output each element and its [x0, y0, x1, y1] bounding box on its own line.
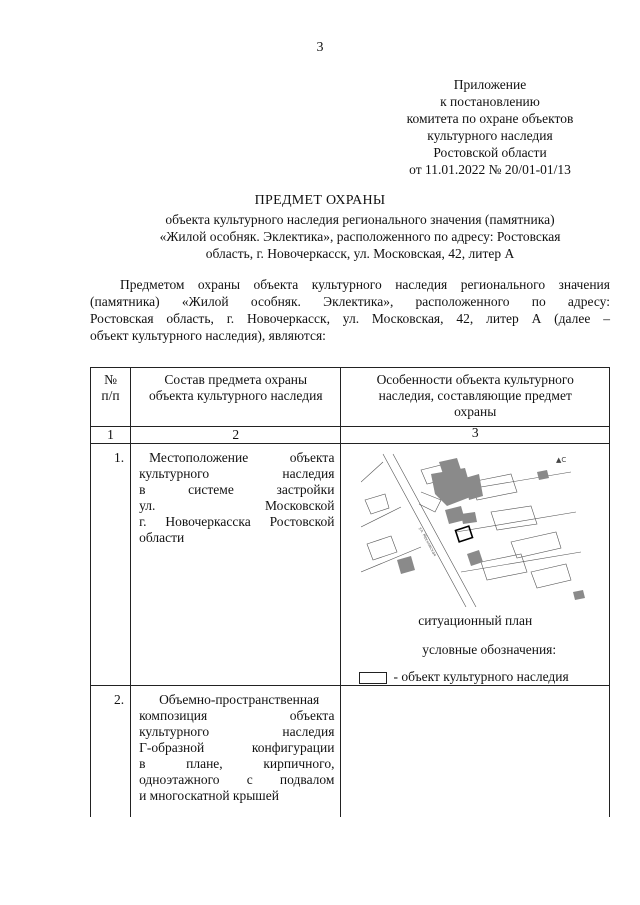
row-number: 1. — [91, 444, 131, 686]
header-text: наследия, составляющие предмет — [378, 388, 572, 403]
appendix-line: культурного наследия — [427, 128, 553, 143]
appendix-line: комитета по охране объектов — [406, 111, 574, 126]
document-subtitle — [110, 211, 610, 262]
row-description — [131, 444, 341, 686]
intro-line: объект культурного наследия), являются: — [90, 328, 326, 343]
appendix-line: Ростовской области — [433, 145, 547, 160]
situation-plan-map — [341, 444, 609, 644]
description-line: г. Новочеркасска Ростовской — [139, 514, 335, 529]
row-features — [341, 686, 610, 818]
document-title: ПРЕДМЕТ ОХРАНЫ — [254, 193, 386, 208]
map-caption: ситуационный план — [418, 613, 533, 628]
north-arrow-icon: ▲С — [556, 456, 567, 464]
header-cell-number — [91, 368, 131, 427]
intro-line: Ростовская область, г. Новочеркасск, ул. Московская, 42, литер А (далее – — [90, 311, 610, 326]
column-number: 1 — [91, 427, 131, 444]
header-cell-composition — [131, 368, 341, 427]
table-row — [91, 686, 610, 818]
header-text: охраны — [454, 404, 497, 419]
description-line: композиция объекта — [139, 708, 335, 723]
description-line: одноэтажного с подвалом — [139, 772, 335, 787]
intro-line: (памятника) «Жилой особняк. Эклектика», расположенного по адресу: — [90, 294, 610, 309]
appendix-line: к постановлению — [440, 94, 540, 109]
subtitle-line: область, г. Новочеркасск, ул. Московская, 42, литер А — [205, 246, 515, 261]
page-number: 3 — [316, 40, 324, 55]
table-header-row — [91, 368, 610, 427]
header-text: п/п — [101, 388, 120, 403]
protection-table — [90, 367, 610, 817]
subtitle-line: «Жилой особняк. Эклектика», расположенного по адресу: Ростовская — [159, 229, 561, 244]
row-features — [341, 444, 610, 686]
header-text: Особенности объекта культурного — [376, 372, 574, 387]
legend-item: - объект культурного наследия — [393, 669, 569, 684]
intro-line: Предметом охраны объекта культурного наследия регионального значения — [120, 277, 610, 292]
description-line: Г-образной конфигурации — [139, 740, 335, 755]
row-description — [131, 686, 341, 818]
heritage-object-marker — [456, 526, 473, 542]
header-text: Состав предмета охраны — [164, 372, 308, 387]
table-row — [91, 444, 610, 686]
header-text: № — [104, 372, 117, 387]
legend-box-icon — [359, 672, 387, 684]
subtitle-line: объекта культурного наследия регионального значения (памятника) — [165, 212, 555, 227]
appendix-line: от 11.01.2022 № 20/01-01/13 — [409, 162, 571, 177]
header-text: объекта культурного наследия — [148, 388, 323, 403]
map-drawing — [361, 452, 591, 607]
description-line: Местоположение объекта — [149, 450, 335, 465]
appendix-line: Приложение — [453, 77, 527, 92]
description-line: области — [139, 530, 185, 545]
intro-paragraph — [90, 276, 610, 344]
column-number: 3 — [341, 427, 610, 444]
description-line: культурного наследия — [139, 724, 335, 739]
legend-title: условные обозначения: — [422, 642, 557, 657]
legend-row — [341, 668, 609, 685]
column-number: 2 — [131, 427, 341, 444]
description-line: в плане, кирпичного, — [139, 756, 335, 771]
description-line: ул. Московской — [139, 498, 335, 513]
description-line: Объемно-пространственная — [159, 692, 320, 707]
map-street-label: ул. Московская — [418, 526, 439, 557]
appendix-block — [390, 76, 590, 178]
column-number-row — [91, 427, 610, 444]
description-line: культурного наследия — [139, 466, 335, 481]
description-line: и многоскатной крышей — [139, 788, 279, 803]
description-line: в системе застройки — [139, 482, 335, 497]
header-cell-features — [341, 368, 610, 427]
row-number: 2. — [91, 686, 131, 818]
